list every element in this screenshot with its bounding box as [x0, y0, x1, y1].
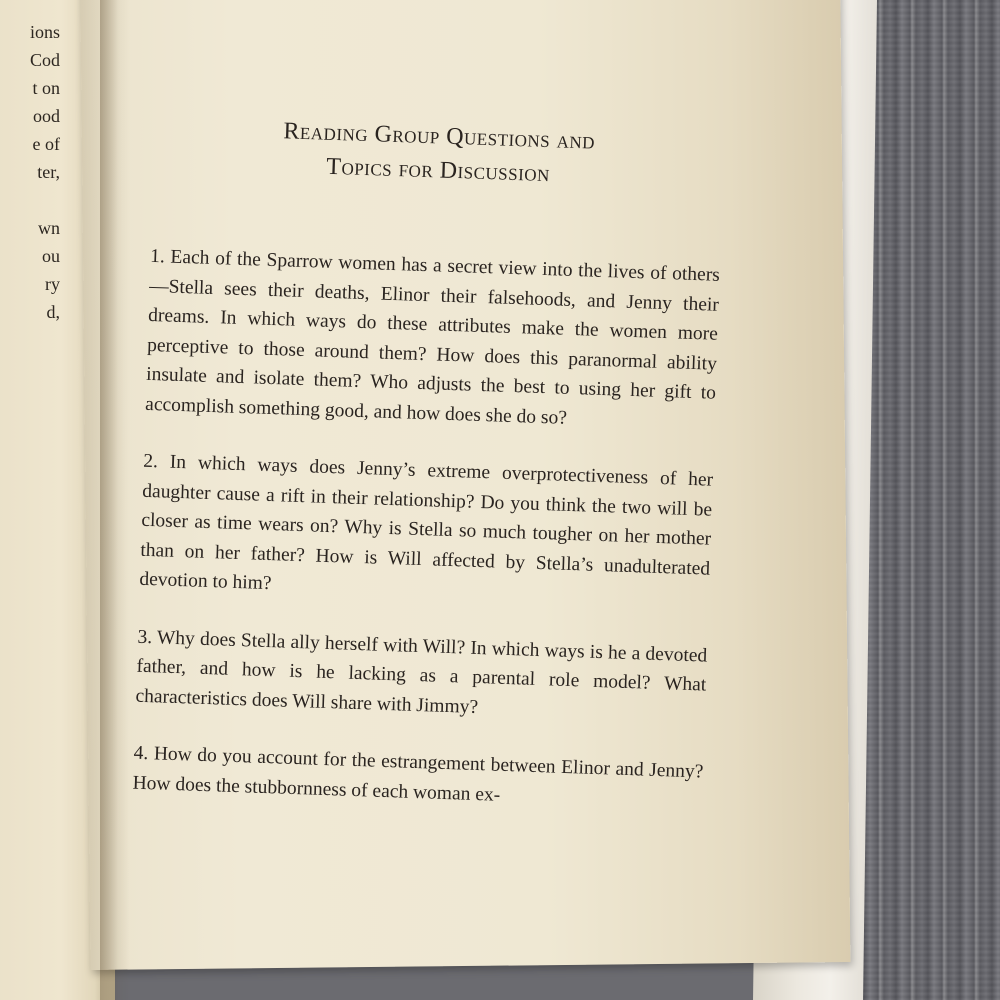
left-line: ions: [29, 22, 60, 42]
left-line: ter,: [37, 162, 60, 182]
left-line: wn: [38, 218, 60, 238]
left-line: Cod: [29, 50, 60, 70]
heading-line-2: Topics for Discussion: [325, 153, 551, 188]
left-line: ry: [45, 274, 60, 294]
book-gutter-shadow: [100, 0, 130, 1000]
left-line: t on: [32, 78, 60, 98]
question-2: 2. In which ways does Jenny’s extreme overprotectiveness of her daughter cause a rift in their relationship? Do you think the two will be closer as time wears on? Why is Stella so much tougher on her mother than on her father? How is Will affected by Stella’s unadulterated devotion to him?: [139, 450, 714, 595]
left-line: ou: [42, 246, 60, 266]
left-line: e of: [32, 134, 60, 154]
heading-line-1: Reading Group Questions and: [283, 118, 596, 155]
left-line: d,: [46, 302, 60, 322]
right-page-content: [131, 110, 724, 845]
question-4: 4. How do you account for the estrangement between Elinor and Jenny? How does the stubbornness of each woman ex-: [132, 742, 704, 806]
left-line: [0, 186, 60, 214]
question-1: 1. Each of the Sparrow women has a secret view into the lives of others—Stella sees their deaths, Elinor their falsehoods, and Jenny their dreams. In which ways do these attributes make the women more perceptive to those around them? How does this paranormal ability insulate and isolate them? Who adjusts the best to using her gift to accomplish something good, and how does she do so?: [144, 245, 721, 429]
left-line: ood: [33, 106, 60, 126]
question-3: 3. Why does Stella ally herself with Will? In which ways is he a devoted father, and how is he lacking as a parental role model? What characteristics does Will share with Jimmy?: [135, 626, 708, 718]
left-page-text: [0, 18, 60, 326]
